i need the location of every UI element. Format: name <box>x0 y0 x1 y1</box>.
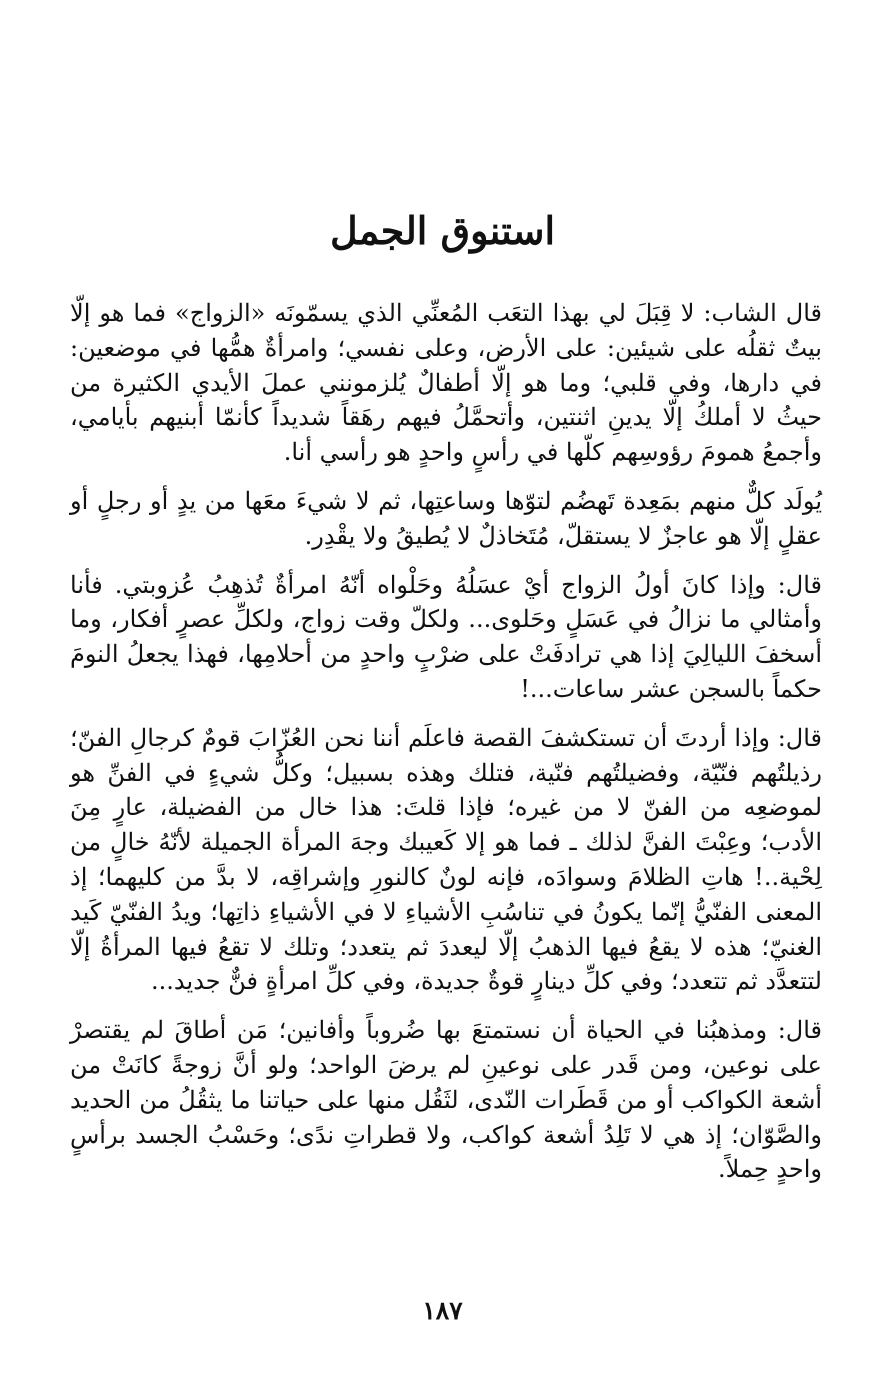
paragraph-4: قال: وإذا أردتَ أن تستكشفَ القصة فاعلَم أننا نحن العُزّابَ قومٌ كرجالِ الفنّ؛ رذيلتُهم فنّيّة، وفضيلتُهم فنّية، فتلك وهذه بسبيل؛ وكلُّ شيءٍ في الفنِّ هو لموضعِه من الفنّ لا من غيره؛ فإذا قلتَ: هذا خال من الفضيلة، عارٍ مِنَ الأدب؛ وعِبْتَ الفنَّ لذلك ـ فما هو إلا كَعيبك وجهَ المرأة الجميلة لأنّهُ خالٍ من لِحْية..! هاتِ الظلامَ وسوادَه، فإنه لونٌ كالنورِ وإشراقِه، لا بدَّ من كليهما؛ إذ المعنى الفنّيُّ إنّما يكونُ في تناسُبِ الأشياءِ لا في الأشياءِ ذاتِها؛ ويدُ الفنّيّ كَيد الغنيّ؛ هذه لا يقعُ فيها الذهبُ إلّا ليعددَ ثم يتعدد؛ وتلك لا تقعُ فيها المرأةُ إلّا لتتعدَّد ثم تتعدد؛ وفي كلِّ دينارٍ قوةٌ جديدة، وفي كلِّ امرأةٍ فنٌّ جديد... <box>70 723 822 996</box>
paragraph-3: قال: وإذا كانَ أولُ الزواج أيْ عسَلُهُ وحَلْواه أنّهُ امرأةٌ تُذهِبُ عُزوبتي. فأنا وأمثالي ما نزالُ في عَسَلٍ وحَلوى... ولكلّ وقت زواج، ولكلِّ عصرٍ أفكار، وما أسخفَ الليالِيَ إذا هي ترادفَتْ على ضرْبٍ واحدٍ من أحلامِها، فهذا يجعلُ النومَ حكماً بالسجن عشر ساعات...! <box>70 570 822 703</box>
page-number: ١٨٧ <box>422 1296 463 1325</box>
paragraph-1: قال الشاب: لا قِبَلَ لي بهذا التعَب المُعنِّي الذي يسمّونَه «الزواج» فما هو إلّا بيتٌ ثقلُه على شيئين: على الأرض، وعلى نفسي؛ وامرأةٌ همُّها في موضعين: في دارها، وفي قلبي؛ وما هو إلّا أطفالٌ يُلزمونني عملَ الأيدي الكثيرة من حيثُ لا أملكُ إلّا يدينِ اثنتين، وأتحمَّلُ فيهم رهَقاً شديداً كأنمّا أبنيهم بأيامي، وأجمعُ همومَ رؤوسِهم كلّها في رأسٍ واحدٍ هو رأسي أنا. <box>70 299 822 467</box>
paragraph-5: قال: ومذهبُنا في الحياة أن نستمتعَ بها ضُروباً وأفانين؛ مَن أطاقَ لم يقتصرْ على نوعين، ومن قَدر على نوعينِ لم يرضَ الواحد؛ ولو أنَّ زوجةً كانَتْ من أشعة الكواكب أو من قَطَرات النّدى، لثَقُل منها على حياتنا ما يثقُلُ من الحديد والصَّوّان؛ إذ هي لا تَلِدُ أشعة كواكب، ولا قطراتِ ندًى؛ وحَسْبُ الجسد برأسٍ واحدٍ حِملاً. <box>70 1016 822 1184</box>
body-text <box>70 296 822 1201</box>
chapter-title: استنوق الجمل <box>329 208 556 253</box>
paragraph-2: يُولَد كلٌّ منهم بمَعِدة تَهضُم لتوّها وساعتِها، ثم لا شيءَ معَها من يدٍ أو رجلٍ أو عقلٍ إلّا هو عاجزٌ لا يستقلّ، مُتَخاذلٌ لا يُطيقُ ولا يقْدِر. <box>70 486 822 550</box>
